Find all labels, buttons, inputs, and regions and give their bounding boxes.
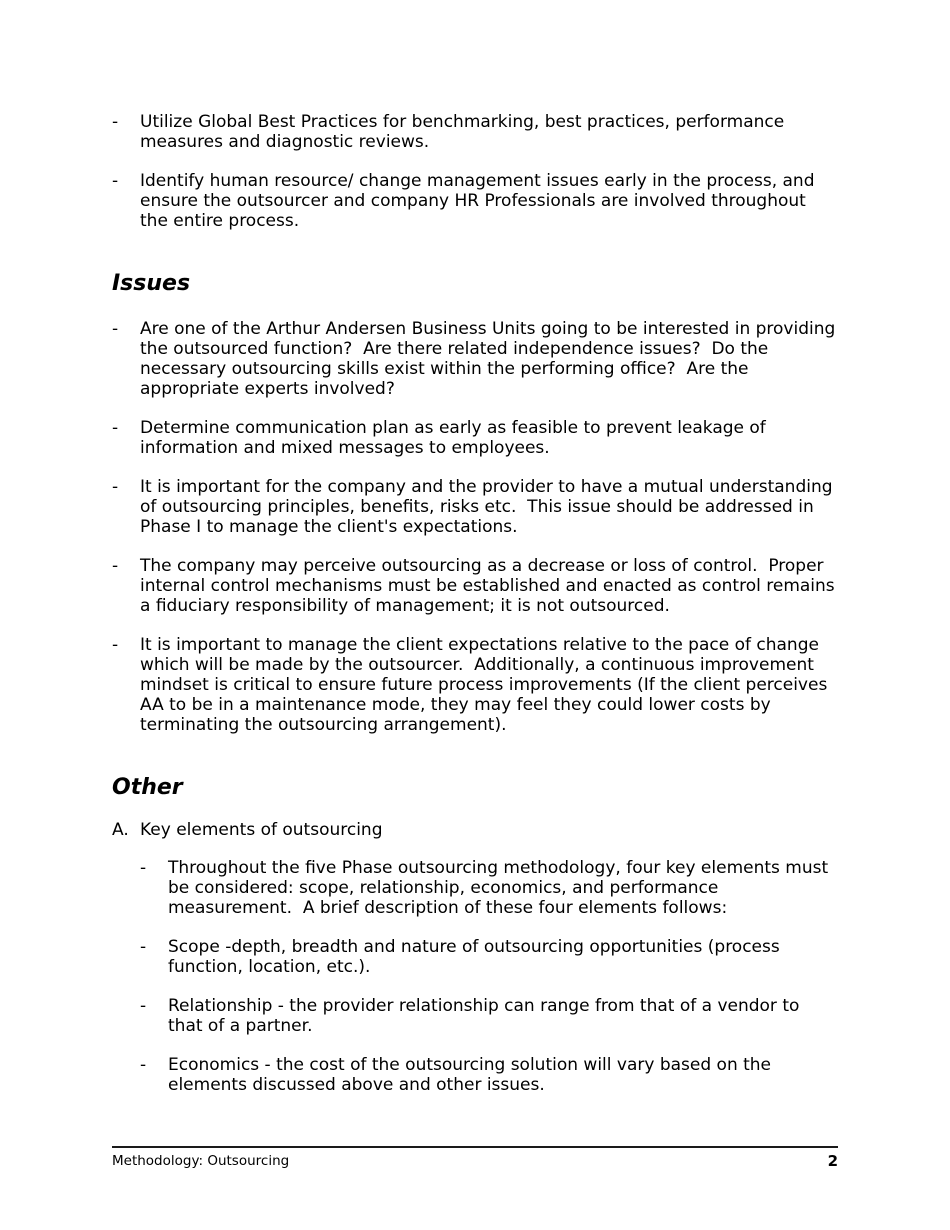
bullet-marker: - [112, 319, 119, 339]
document-body [112, 112, 841, 1114]
bullet-item [112, 1055, 838, 1095]
bullet-marker: - [140, 937, 147, 957]
bullet-marker: - [140, 858, 147, 878]
bullet-item [112, 635, 838, 735]
bullet-item [112, 319, 841, 399]
bullet-marker: - [140, 1055, 147, 1075]
bullet-text: Are one of the Arthur Andersen Business Units going to be interested in providing the outsourced function? Are there related independence issues? Do the necessary outsourcing skills exist within the performing office? Are the appropriate experts involved? [140, 319, 841, 399]
bullet-marker: - [112, 418, 119, 438]
bullet-text: Determine communication plan as early as feasible to prevent leakage of information and mixed messages to employees. [140, 418, 772, 458]
bullet-marker: - [112, 635, 119, 655]
bullet-item [112, 858, 838, 918]
bullet-text: It is important for the company and the provider to have a mutual understanding of outsourcing principles, benefits, risks etc. This issue should be addressed in Phase I to manage the client's expectations. [140, 477, 838, 537]
bullet-item [112, 418, 838, 458]
bullet-marker: - [140, 996, 147, 1016]
bullet-item [112, 477, 838, 537]
bullet-text: Economics - the cost of the outsourcing solution will vary based on the elements discussed above and other issues. [168, 1055, 777, 1095]
bullet-item [112, 112, 838, 152]
bullet-text: The company may perceive outsourcing as a decrease or loss of control. Proper internal control mechanisms must be established and enacted as control remains a fiduciary responsibility of management; it is not outsourced. [140, 556, 841, 616]
bullet-item [112, 996, 838, 1036]
bullet-marker: - [112, 171, 119, 191]
bullet-item [112, 937, 838, 977]
page-footer [112, 1146, 838, 1170]
section-heading-issues: Issues [112, 271, 191, 296]
page-number: 2 [827, 1152, 838, 1170]
bullet-text: Throughout the five Phase outsourcing methodology, four key elements must be considered: scope, relationship, economics, and performance measurement. A brief description of these four elements follows: [168, 858, 834, 918]
bullet-marker: - [112, 477, 119, 497]
bullet-text: Utilize Global Best Practices for benchmarking, best practices, performance measures and diagnostic reviews. [140, 112, 790, 152]
bullet-item [112, 556, 841, 616]
lettered-item [112, 820, 838, 840]
bullet-marker: - [112, 556, 119, 576]
bullet-text: Relationship - the provider relationship can range from that of a vendor to that of a partner. [168, 996, 805, 1036]
lettered-item-marker: A. [112, 820, 129, 840]
bullet-item [112, 171, 838, 231]
bullet-text: Identify human resource/ change management issues early in the process, and ensure the outsourcer and company HR Professionals are involved throughout the entire process. [140, 171, 820, 231]
footer-row [112, 1148, 838, 1170]
footer-document-title: Methodology: Outsourcing [112, 1153, 290, 1169]
bullet-text: Scope -depth, breadth and nature of outsourcing opportunities (process function, location, etc.). [168, 937, 786, 977]
section-heading-other: Other [112, 775, 183, 800]
bullet-text: It is important to manage the client expectations relative to the pace of change which will be made by the outsourcer. Additionally, a continuous improvement mindset is critical to ensure future process improvements (If the client perceives AA to be in a maintenance mode, they may feel they could lower costs by terminating the outsourcing arrangement). [140, 635, 833, 735]
lettered-item-text: Key elements of outsourcing [140, 820, 383, 840]
bullet-marker: - [112, 112, 119, 132]
